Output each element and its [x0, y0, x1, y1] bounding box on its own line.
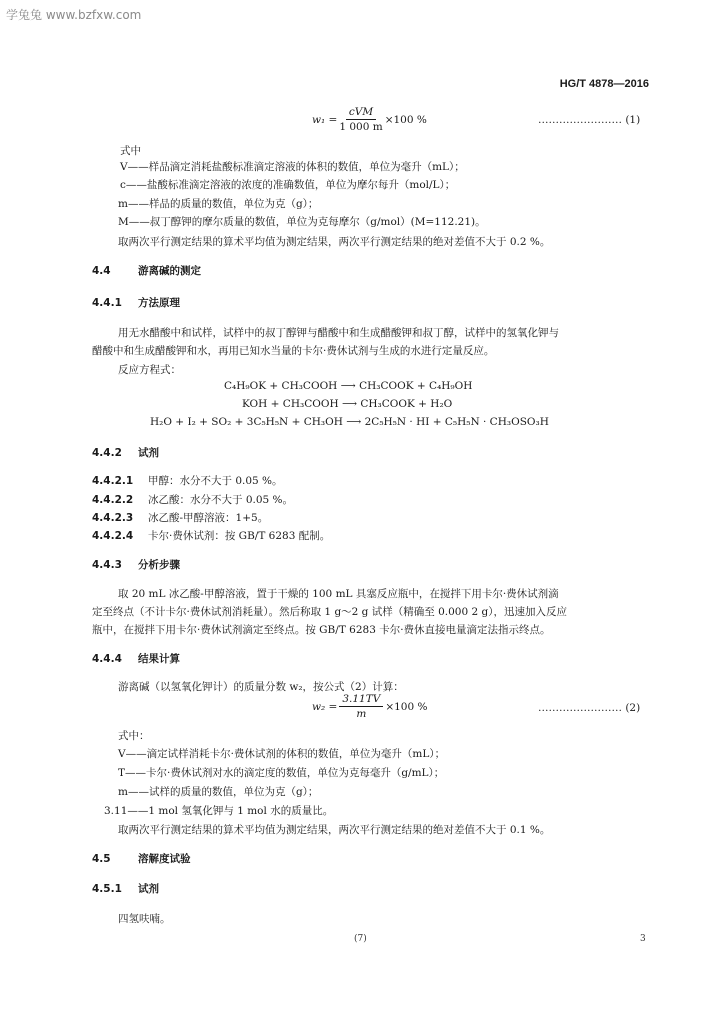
reagent-item: 4.4.2.3 冰乙酸-甲醇溶液：1+5。: [92, 512, 269, 524]
formula-1: [312, 106, 427, 133]
section-heading-4-5-1: 4.5.1 试剂: [92, 883, 159, 895]
reaction-equation: KOH + CH₃COOH ⟶ CH₃COOK + H₂O: [242, 398, 453, 410]
formula-1-lhs: w₁ =: [312, 113, 338, 126]
where-1-line: M——叔丁醇钾的摩尔质量的数值，单位为克每摩尔（g/mol）(M=112.21)。: [118, 216, 486, 228]
conclusion-1: 取两次平行测定结果的算术平均值为测定结果，两次平行测定结果的绝对差值不大于 0.2 %。: [118, 236, 551, 248]
reagent-item: 4.4.2.2 冰乙酸：水分不大于 0.05 %。: [92, 494, 294, 506]
formula-2-numerator: 3.11TV: [339, 693, 383, 707]
formula-1-numerator: cVM: [346, 106, 376, 120]
where-1-line: V——样品滴定消耗盐酸标准滴定溶液的体积的数值，单位为毫升（mL）；: [120, 161, 465, 173]
formula-1-denominator: 1 000 m: [339, 121, 383, 133]
principle-line: 用无水醋酸中和试样，试样中的叔丁醇钾与醋酸中和生成醋酸钾和叔丁醇，试样中的氢氧化钾与: [118, 327, 559, 339]
section-heading-4-4-3: 4.4.3 分析步骤: [92, 559, 180, 571]
reagent-item: 4.4.2.4 卡尔·费休试剂：按 GB/T 6283 配制。: [92, 530, 331, 542]
formula-1-rhs: ×100 %: [384, 113, 427, 126]
reagent-thf: 四氢呋喃。: [118, 913, 171, 925]
formula-2-denominator: m: [356, 708, 367, 720]
where-2-line: m——试样的质量的数值，单位为克（g）；: [118, 786, 319, 798]
procedure-line: 定至终点（不计卡尔·费休试剂消耗量）。然后称取 1 g～2 g 试样（精确至 0.000 2 g），迅速加入反应: [92, 606, 567, 618]
procedure-line: 瓶中，在搅拌下用卡尔·费休试剂滴定至终点。按 GB/T 6283 卡尔·费休直接电量滴定法指示终点。: [92, 624, 551, 636]
formula-2-fraction: [339, 693, 383, 720]
where-1-line: c——盐酸标准滴定溶液的浓度的准确数值，单位为摩尔每升（mol/L）；: [120, 179, 456, 191]
calc-intro: 游离碱（以氢氧化钾计）的质量分数 w₂，按公式（2）计算：: [118, 681, 404, 693]
reaction-label: 反应方程式：: [118, 364, 181, 376]
formula-1-number: …………………… (1): [538, 114, 641, 126]
section-heading-4-4: 4.4 游离碱的测定: [92, 265, 201, 277]
section-heading-4-5: 4.5 溶解度试验: [92, 853, 191, 865]
formula-2: [312, 693, 427, 720]
formula-2-lhs: w₂ =: [312, 700, 338, 713]
procedure-line: 取 20 mL 冰乙酸-甲醇溶液，置于干燥的 100 mL 具塞反应瓶中，在搅拌下用卡尔·费休试剂滴: [118, 588, 559, 600]
where-2-line: T——卡尔·费休试剂对水的滴定度的数值，单位为克每毫升（g/mL）；: [118, 767, 445, 779]
formula-2-rhs: ×100 %: [385, 700, 428, 713]
standard-number: HG/T 4878—2016: [559, 78, 649, 90]
principle-line: 醋酸中和生成醋酸钾和水，再用已知水当量的卡尔·费休试剂与生成的水进行定量反应。: [92, 345, 495, 357]
conclusion-2: 取两次平行测定结果的算术平均值为测定结果，两次平行测定结果的绝对差值不大于 0.1 %。: [118, 824, 551, 836]
section-heading-4-4-4: 4.4.4 结果计算: [92, 653, 180, 665]
footer-center: (7): [354, 934, 367, 944]
section-heading-4-4-1: 4.4.1 方法原理: [92, 297, 180, 309]
where-2-line: 3.11——1 mol 氢氧化钾与 1 mol 水的质量比。: [104, 805, 334, 817]
formula-2-number: …………………… (2): [538, 702, 641, 714]
watermark: 学兔兔 www.bzfxw.com: [6, 8, 142, 22]
formula-1-fraction: [339, 106, 382, 133]
where-label-2: 式中：: [118, 730, 150, 742]
reaction-equation: H₂O + I₂ + SO₂ + 3C₅H₅N + CH₃OH ⟶ 2C₅H₅N · HI + C₅H₅N · CH₃OSO₃H: [150, 416, 549, 428]
where-2-line: V——滴定试样消耗卡尔·费休试剂的体积的数值，单位为毫升（mL）；: [118, 748, 446, 760]
reagent-item: 4.4.2.1 甲醇：水分不大于 0.05 %。: [92, 475, 283, 487]
reaction-equation: C₄H₉OK + CH₃COOH ⟶ CH₃COOK + C₄H₉OH: [224, 380, 473, 392]
section-heading-4-4-2: 4.4.2 试剂: [92, 447, 159, 459]
where-1-line: m——样品的质量的数值，单位为克（g）；: [118, 198, 319, 210]
page-number: 3: [640, 934, 646, 944]
where-label-1: 式中: [120, 145, 141, 157]
